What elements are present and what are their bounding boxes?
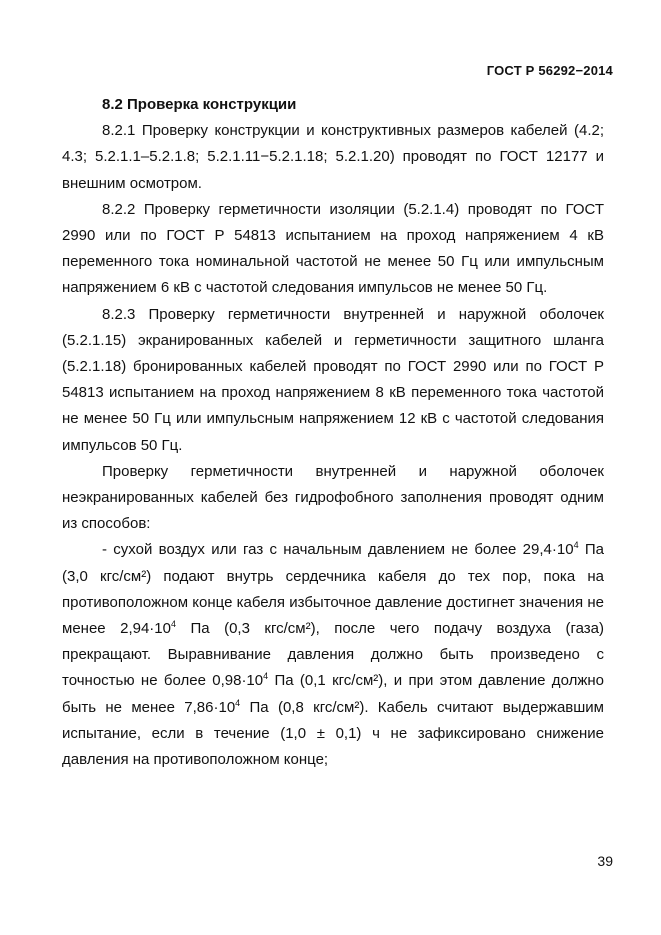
list-item-dry-air-method: [62, 537, 604, 773]
list-text-part: - сухой воздух или газ с начальным давлением не более 29,4·10: [102, 541, 574, 559]
page-number: 39: [597, 853, 613, 869]
list-text-part: Па (0,8 кгс/см²). Кабель считают выдержавшим испытание, если в течение (1,0 ± 0,1) ч не зафиксировано снижение давления на противоположном конце;: [62, 698, 604, 769]
list-text-part: Па (0,1 кгс/см²), и при этом давление должно быть не менее 7,86·10: [62, 672, 604, 716]
section-heading: 8.2 Проверка конструкции: [102, 96, 297, 113]
document-body: [62, 92, 604, 773]
exponent: 4: [170, 619, 176, 630]
paragraph-unshielded-cables: Проверку герметичности внутренней и наружной оболочек неэкранированных кабелей без гидрофобного заполнения проводят одним из способов:: [62, 462, 604, 533]
paragraph-8-2-3: 8.2.3 Проверку герметичности внутренней и наружной оболочек (5.2.1.15) экранированных кабелей и герметичности защитного шланга (5.2.1.18) бронированных кабелей проводят по ГОСТ 2990 или по ГОСТ Р 54813 испытанием на проход напряжением 8 кВ переменного тока частотой не менее 50 Гц или импульсным напряжением 12 кВ с частотой следования импульсов 50 Гц.: [62, 305, 604, 454]
exponent: 4: [235, 697, 241, 708]
exponent: 4: [573, 540, 579, 551]
exponent: 4: [263, 671, 269, 682]
list-text-part: Па (0,3 кгс/см²), после чего подачу воздуха (газа) прекращают. Выравнивание давления должно быть произведено с точностью не более 0,98·10: [62, 620, 605, 690]
standard-number-header: ГОСТ Р 56292−2014: [486, 63, 613, 78]
paragraph-8-2-2: 8.2.2 Проверку герметичности изоляции (5.2.1.4) проводят по ГОСТ 2990 или по ГОСТ Р 54813 испытанием на проход напряжением 4 кВ переменного тока номинальной частотой не менее 50 Гц или импульсным напряжением 6 кВ с частотой следования импульсов не менее 50 Гц.: [62, 200, 604, 297]
list-text-part: Па (3,0 кгс/см²) подают внутрь сердечника кабеля до тех пор, пока на противоположном конце кабеля избыточное давление достигнет значения не менее 2,94·10: [62, 541, 604, 638]
paragraph-8-2-1: 8.2.1 Проверку конструкции и конструктивных размеров кабелей (4.2; 4.3; 5.2.1.1–5.2.1.8; 5.2.1.11−5.2.1.18; 5.2.1.20) проводят по ГОСТ 12177 и внешним осмотром.: [62, 122, 604, 192]
